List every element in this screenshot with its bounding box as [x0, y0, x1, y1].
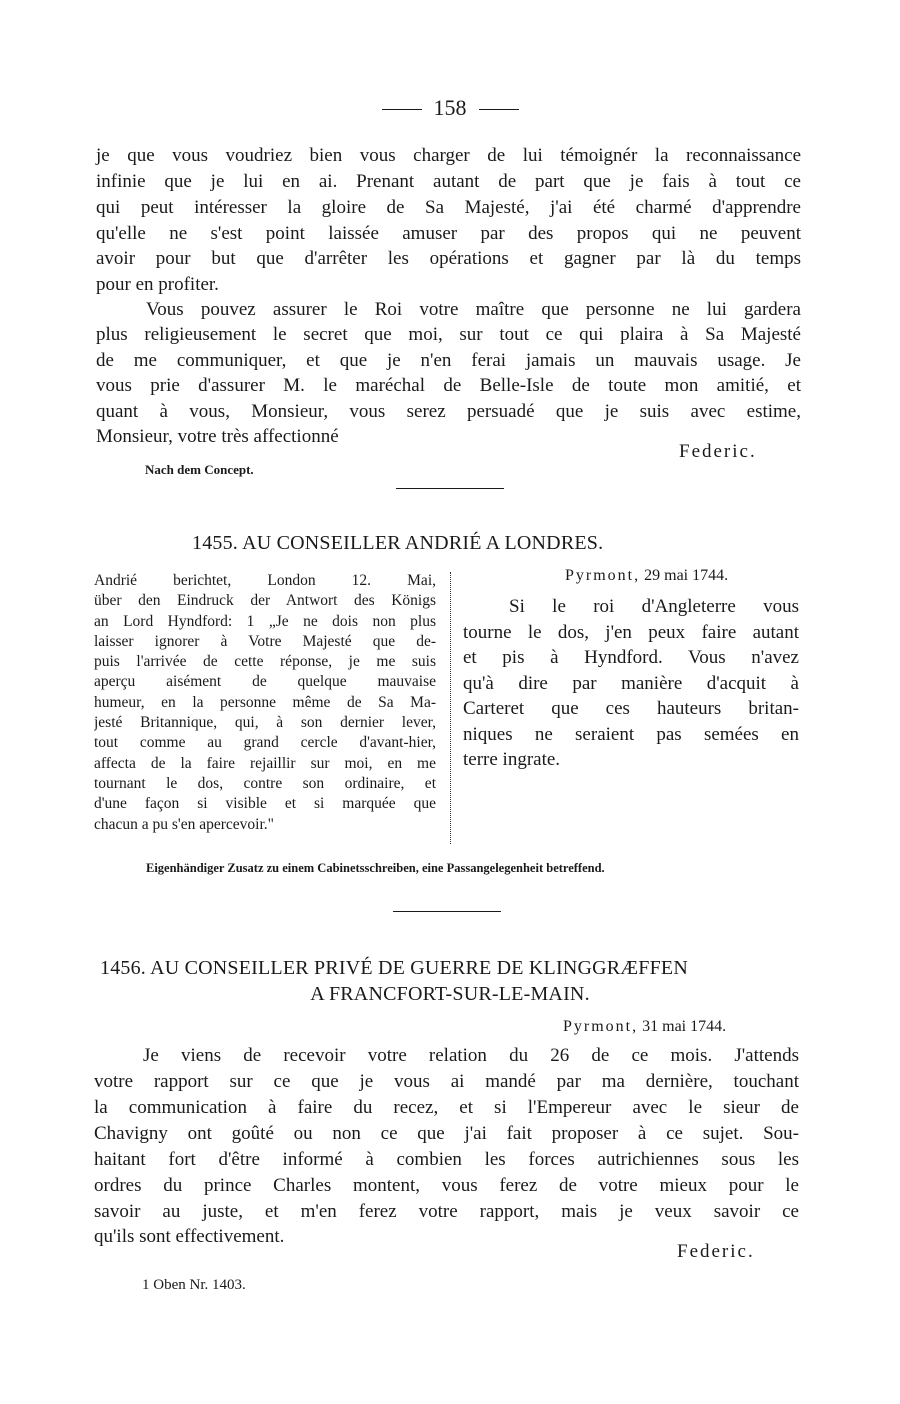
- summary-line: Andrié berichtet, London 12. Mai,: [94, 572, 436, 589]
- text-line: plus religieusement le secret que moi, sur tout ce qui plaira à Sa Majesté: [96, 324, 801, 345]
- text-line: vous prie d'assurer M. le maréchal de Belle-Isle de toute mon amitié, et: [96, 375, 801, 396]
- text-line: qui peut intéresser la gloire de Sa Majesté, j'ai été charmé d'apprendre: [96, 197, 801, 218]
- text-line: Vous pouvez assurer le Roi votre maître que personne ne lui gardera: [146, 299, 801, 320]
- text-line: de me communiquer, et que je n'en ferai jamais un mauvais usage. Je: [96, 350, 801, 371]
- text-line: quant à vous, Monsieur, vous serez persuadé que je suis avec estime,: [96, 401, 801, 422]
- summary-line: über den Eindruck der Antwort des Königs: [94, 592, 436, 610]
- summary-column: [94, 571, 436, 835]
- text-line: avoir pour but que d'arrêter les opérations et gagner par là du temps: [96, 248, 801, 269]
- date: 31 mai 1744.: [642, 1018, 727, 1035]
- letter-heading: 1456. AU CONSEILLER PRIVÉ DE GUERRE DE KLINGGRÆFFEN: [100, 957, 688, 979]
- summary-line: humeur, en la personne même de Sa Ma-: [94, 693, 436, 711]
- text-line: tourne le dos, j'en peux faire autant: [463, 621, 799, 643]
- place: Pyrmont,: [565, 567, 641, 584]
- text-line: savoir au juste, et m'en ferez votre rapport, mais je veux savoir ce: [94, 1201, 799, 1222]
- date: 29 mai 1744.: [644, 567, 729, 584]
- summary-line: an Lord Hyndford: 1 „Je ne dois non plus: [94, 612, 436, 630]
- text-line: qu'elle ne s'est point laissée amuser par des propos qui ne peuvent: [96, 223, 801, 244]
- signature: Federic.: [679, 441, 757, 462]
- footnote: 1 Oben Nr. 1403.: [142, 1277, 246, 1293]
- page-number-dash-right: [479, 109, 519, 110]
- text-line: qu'à dire par manière d'acquit à: [463, 672, 799, 694]
- source-note: Eigenhändiger Zusatz zu einem Cabinetsschreiben, eine Passangelegenheit betreffend.: [146, 861, 605, 875]
- summary-line: aperçu aisément de quelque mauvaise: [94, 673, 436, 691]
- page-number: [0, 95, 900, 121]
- summary-line: chacun a pu s'en apercevoir.": [94, 815, 274, 833]
- text-line: pour en profiter.: [96, 274, 219, 295]
- text-line: ordres du prince Charles montent, vous ferez de votre mieux pour le: [94, 1175, 799, 1196]
- source-note: Nach dem Concept.: [145, 462, 254, 477]
- summary-line: jesté Britannique, qui, à son dernier lever,: [94, 714, 436, 732]
- text-line: Carteret que ces hauteurs britan-: [463, 698, 799, 719]
- text-line: qu'ils sont effectivement.: [94, 1226, 285, 1247]
- page-number-dash-left: [382, 109, 422, 110]
- summary-line: tout comme au grand cercle d'avant-hier,: [94, 734, 436, 752]
- page-number-text: 158: [433, 95, 467, 120]
- text-line: infinie que je lui en ai. Prenant autant de part que je fais à tout ce: [96, 171, 801, 192]
- text-line: terre ingrate.: [463, 749, 561, 770]
- section-divider: [393, 911, 501, 912]
- text-line: Si le roi d'Angleterre vous: [509, 596, 799, 617]
- letter-text-column: [463, 594, 799, 773]
- text-line: la communication à faire du recez, et si l'Empereur avec le sieur de: [94, 1097, 799, 1118]
- text-line: niques ne seraient pas semées en: [463, 723, 799, 745]
- summary-line: laisser ignorer à Votre Majesté que de-: [94, 632, 436, 650]
- text-line: votre rapport sur ce que je vous ai mandé par ma dernière, touchant: [94, 1071, 799, 1092]
- signature: Federic.: [677, 1241, 755, 1262]
- text-line: je que vous voudriez bien vous charger de lui témoignér la reconnaissance: [96, 145, 801, 166]
- dateline: [565, 567, 728, 585]
- column-separator: [450, 572, 451, 844]
- place: Pyrmont,: [563, 1018, 639, 1035]
- section-divider: [396, 488, 504, 489]
- text-line: Monsieur, votre très affectionné: [96, 426, 339, 447]
- dateline: [563, 1018, 726, 1036]
- text-line: haitant fort d'être informé à combien les forces autrichiennes sous les: [94, 1149, 799, 1170]
- summary-line: tournant le dos, contre son ordinaire, et: [94, 774, 436, 792]
- summary-line: affecta de la faire rejaillir sur moi, en me: [94, 754, 436, 772]
- summary-line: puis l'arrivée de cette réponse, je me suis: [94, 653, 436, 671]
- text-line: Je viens de recevoir votre relation du 26 de ce mois. J'attends: [143, 1045, 799, 1066]
- letter-heading-line2: A FRANCFORT-SUR-LE-MAIN.: [310, 983, 590, 1005]
- letter-heading: 1455. AU CONSEILLER ANDRIÉ A LONDRES.: [192, 532, 604, 554]
- text-line: et pis à Hyndford. Vous n'avez: [463, 647, 799, 668]
- summary-line: d'une façon si visible et si marquée que: [94, 795, 436, 813]
- text-line: Chavigny ont goûté ou non ce que j'ai fait proposer à ce sujet. Sou-: [94, 1123, 799, 1144]
